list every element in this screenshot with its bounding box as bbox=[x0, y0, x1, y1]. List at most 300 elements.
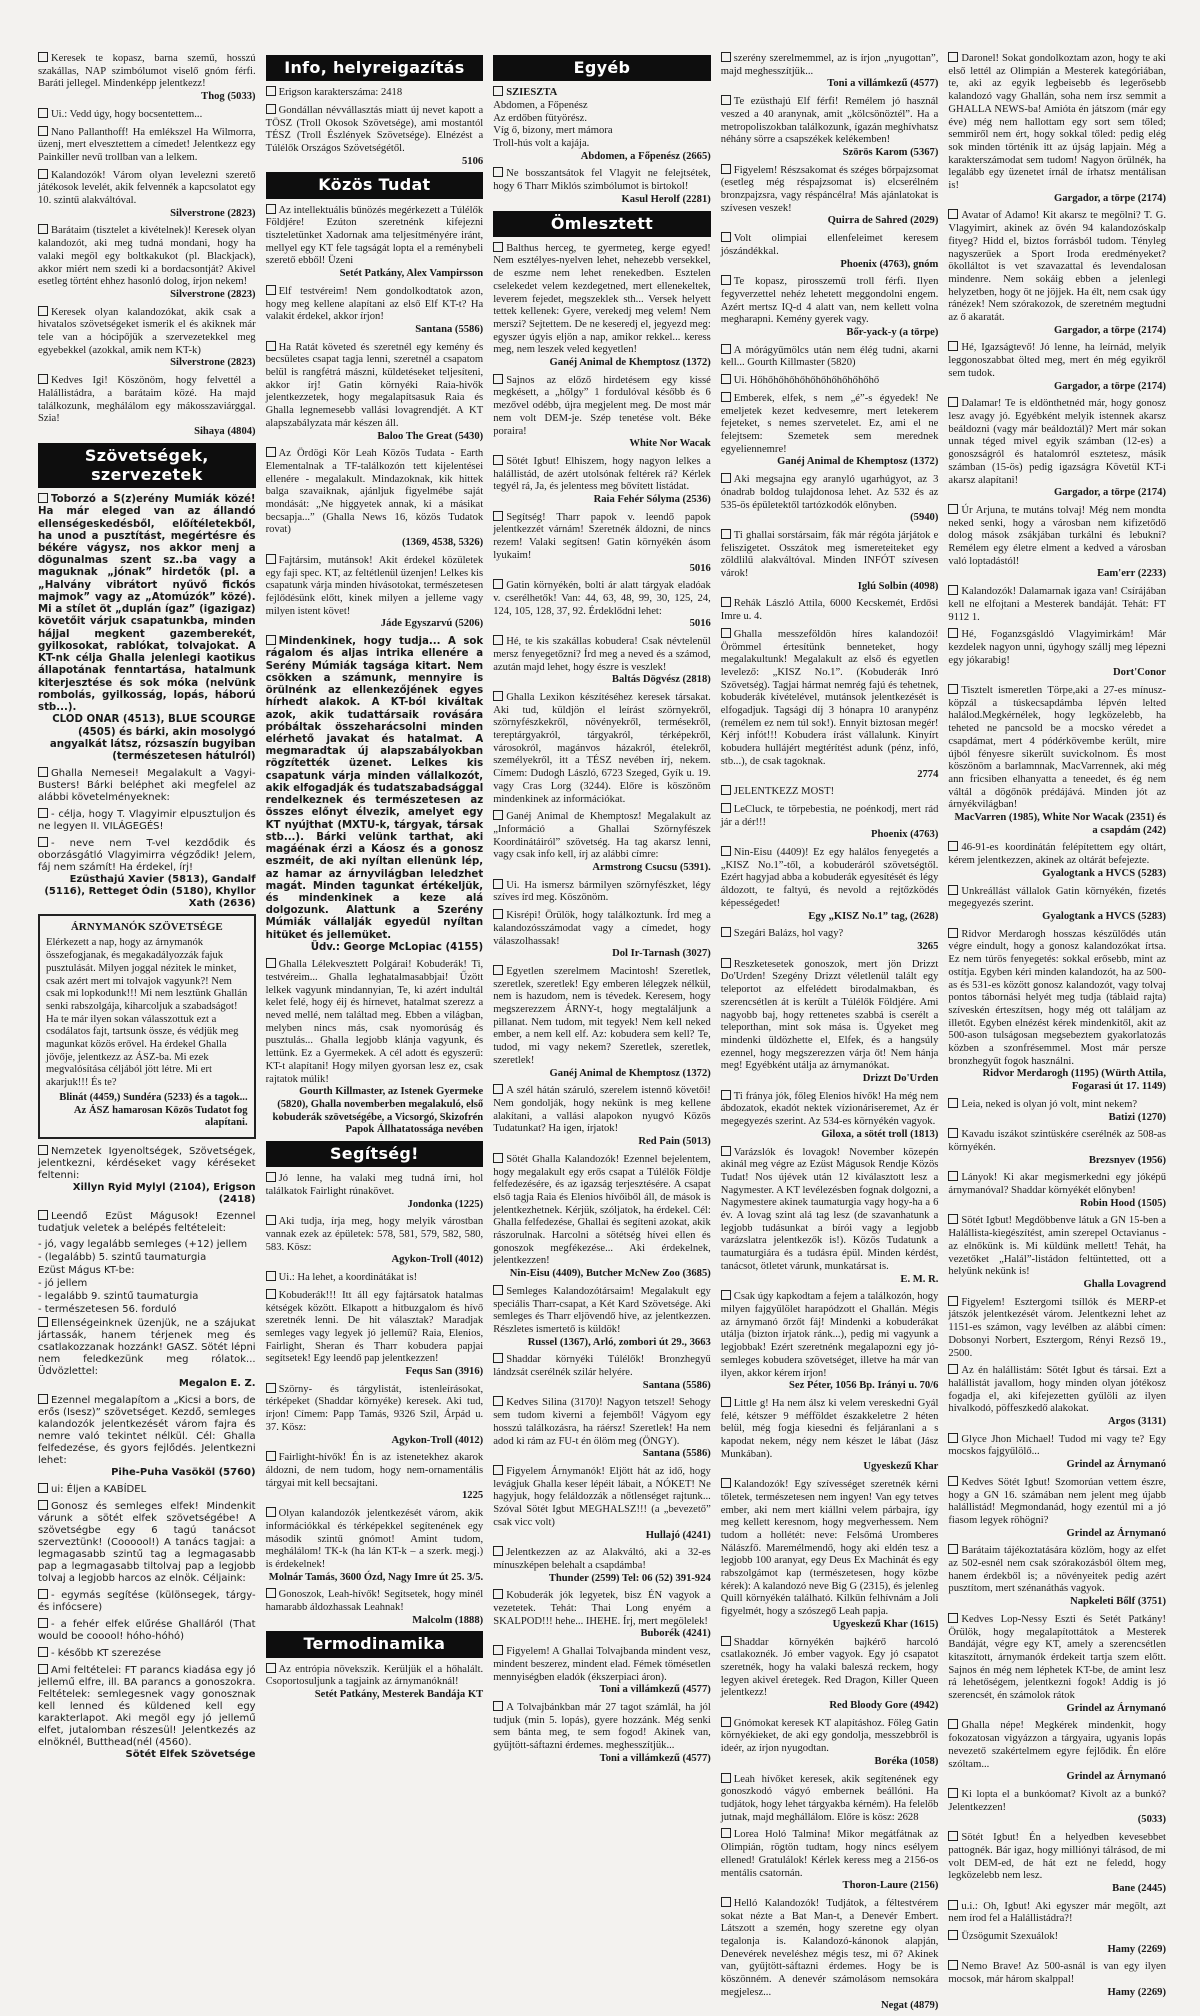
ad-signature: Drizzt Do'Urden bbox=[862, 1073, 939, 1085]
checkbox-icon bbox=[38, 1664, 48, 1674]
classified-ad bbox=[38, 1664, 256, 1761]
ad-signature: Sez Péter, 1056 Bp. Irányi u. 70/6 bbox=[789, 1380, 939, 1392]
classified-ad bbox=[948, 1214, 1166, 1291]
classified-ad bbox=[266, 1271, 484, 1285]
checkbox-icon bbox=[266, 635, 276, 645]
classified-ad bbox=[266, 635, 484, 954]
checkbox-icon bbox=[948, 341, 958, 351]
ad-text: Nin-Eisu (4409)! Ez egy halálos fenyegetés a „KISZ No.1”-től, a kobuderáról szövetségtől. Ezért hagyjad abba a kobuderák egyesítését és légy áldozott, te faltyú, és nevold a rejtőzködés képességedet! bbox=[720, 847, 939, 909]
checkbox-icon bbox=[493, 1396, 503, 1406]
ad-signature: 5016 bbox=[689, 562, 711, 574]
ad-text: Figyelem Árnymanók! Eljött hát az idő, hogy levágjuk Ghalla keser lépéit lábait, a NÓKET! Ne hagyjuk, hogy feláldozzák a nőtlenséget rajtunk... Szóval Sötét Igbut MEGHALSZ!!! (a „bevezető” csak vicc volt) bbox=[493, 1465, 711, 1528]
ad-text: Reszketesetek gonoszok, mert jön Drizzt Do'Urden! Szegény Drizzt véletlenül talált egy teleportot az elfelédett birodalmakban, és szerencsétlen át is került a Túlélők Földjére. Ami nagyobb baj, hogy rettenetes szabbá is cserélt a teleporthan, mint sok mása is. Ügyeket meg mindenki üldözhette el, Elfek, és a hangsúly ezennel, hogy megszerezzen várja őt! Nem hánja meg! Egyébként utálja az árnymanókat. bbox=[720, 958, 939, 1072]
ad-signature: Ridvor Merdarogh (1195) (Würth Attila, Fogarasi út 17. 1149) bbox=[982, 1068, 1166, 1093]
ad-signature: Napkeleti Bőlf (3751) bbox=[1070, 1596, 1166, 1608]
classified-ad bbox=[948, 885, 1166, 924]
ad-signature: Silverstrone (2823) bbox=[170, 357, 256, 369]
ad-signature: Setét Patkány, Mesterek Bandája KT bbox=[314, 1689, 484, 1701]
checkbox-icon bbox=[38, 1394, 48, 1404]
ad-signature: Bőr-yack-y (a törpe) bbox=[846, 327, 939, 339]
classified-ad bbox=[948, 1171, 1166, 1210]
poem-line: Az erdőben fütyörész. bbox=[493, 112, 588, 124]
checkbox-icon bbox=[38, 126, 48, 136]
checkbox-icon bbox=[948, 1476, 958, 1486]
ad-text: Ne bosszantsátok fel Vlagyit ne felejtsétek, hogy 6 Tharr Miklós szimbólumot is birtokol! bbox=[493, 168, 711, 193]
ad-text: Ti ghallai sorstársaim, fák már régóta járjátok e feliszigetet. Osszátok meg ismereteiteket egy zöldlilű alakváltóval. Minden INFÓT szívesen várok! bbox=[720, 529, 939, 580]
classified-ad bbox=[493, 1465, 711, 1542]
ad-signature: Iglú Solbin (4098) bbox=[857, 580, 939, 592]
ad-signature: MacVarren (1985), White Nor Wacak (2351) és a csapdám (242) bbox=[954, 812, 1166, 836]
section-heading: Közös Tudat bbox=[266, 172, 484, 198]
ad-text: Kalandozók! Dalamarnak igaza van! Csírájában kell ne elfojtani a Mesterek bandáját. Tehát: FT 9112 1. bbox=[948, 586, 1166, 623]
checkbox-icon bbox=[721, 628, 731, 638]
classified-ad bbox=[266, 1451, 484, 1503]
classified-ad bbox=[38, 306, 256, 371]
checkbox-icon bbox=[493, 242, 503, 252]
checkbox-icon bbox=[266, 1663, 276, 1673]
checkbox-icon bbox=[38, 52, 48, 62]
ad-signature: Agykon-Troll (4012) bbox=[391, 1434, 484, 1446]
ad-signature: Raia Fehér Sólyma (2536) bbox=[593, 494, 711, 506]
ad-signature: Negat (4879) bbox=[881, 1999, 939, 2011]
ad-text: Kedves Sötét Igbut! Szomorúan vettem észre, hogy a GN 16. számában nem jelent meg újabb halállistád! Megmondanád, hogy ezentúl mi a jó fiasom legyek röhögni? bbox=[948, 1476, 1166, 1526]
classified-ad bbox=[948, 1613, 1166, 1716]
checkbox-icon bbox=[493, 511, 503, 521]
classified-ad bbox=[948, 1960, 1166, 1999]
classified-ad bbox=[493, 374, 711, 451]
checkbox-icon bbox=[493, 1546, 503, 1556]
ad-text: Elf testvéreim! Nem gondolkodtatok azon, hogy meg kellene alapítani az első Elf KT-t? Ha valakit érdekel, akkor írjon! bbox=[265, 285, 484, 323]
ad-text: Little g! Ha nem álsz ki velem vereskedni Gyál felé, kétszer 9 méfföldet északkeletre 2 héten belül, még fogja kiesedni és feljáranlani a s kapodat nekem, négy nem készet le lábat (Jász Munkában). bbox=[720, 1397, 939, 1460]
checkbox-icon bbox=[38, 169, 48, 179]
ad-signature: Argos (3131) bbox=[1108, 1416, 1166, 1428]
classified-ad bbox=[721, 473, 939, 525]
classified-ad bbox=[721, 1828, 939, 1893]
ad-text: Az Ördögi Kör Leah Közös Tudata - Earth Elementalnak a TF-találkozón tett kijelentései ellenére - megalakult. Mindazoknak, kik hittek balga szavaiknak, ajánljuk figyelmébe saját mondását: „Ne higgyetek annak, ki a másikat becsapja...” (Ghalla News 16, közös Tudatok rovat) bbox=[265, 448, 484, 536]
classified-ad bbox=[38, 108, 256, 122]
ad-signature: Gargador, a törpe (2174) bbox=[1053, 380, 1166, 392]
ad-signature: Armstrong Csucsu (5391). bbox=[592, 862, 711, 874]
classified-ad bbox=[721, 1146, 939, 1287]
classified-ad bbox=[493, 965, 711, 1080]
checkbox-icon bbox=[721, 232, 731, 242]
ad-text: Daronel! Sokat gondolkoztam azon, hogy te aki első lettél az Olimpián a Mesterek kategóriában, te, aki az egyik legbeisebb és legerősebb kalandozó vagy Ghallán, soha nem írsz semmit a GHALLA NEWS-ba! Amióta én játszom (már egy éve) még nem hallottam egy sort sem tőled; semmiről nem ért, hogy sokkal tőled: pedig elég sok minden történik itt az újság lapjain. Még a karakterszámodat sem tudom! Nagyon örülnék, ha legalább egy üzenetet írnál de írhatsz mentálisan is! bbox=[948, 53, 1166, 192]
checkbox-icon bbox=[38, 1145, 48, 1155]
checkbox-icon bbox=[948, 1098, 958, 1108]
ad-signature: Baloo The Great (5430) bbox=[377, 430, 484, 442]
classified-ad bbox=[38, 1500, 256, 1585]
classified-ad bbox=[493, 810, 711, 875]
ad-text: Kalandozók! Egy szívességet szeretnék kérni tőletek, természetesen nem ingyen! Van egy tetves ember, aki nem mert kiállni velem párbajra, így meg kellett keresnom, hogy megverhessem. Nem tudom a hollétét: neve: Felsőmá Uromberes Nálászfő. Maremélmendő, hogy aki eldén tesz a legjobb 100 aranyat, egy Deus Ex Machinát és egy rabszolgámot kap (természetesen, hogy közbe kérek): A kalandozó neve Big G (2315), és jelenleg Quill környékén található. Kilkűn felhívnám a Joli figyelmét, hogy a szószegő Leah papja. bbox=[720, 1479, 939, 1618]
ad-text: Kavadu iszákot szintüskére cserélnék az 508-as környékén. bbox=[948, 1129, 1166, 1153]
classified-ad bbox=[38, 767, 256, 804]
classified-ad bbox=[948, 1128, 1166, 1167]
classified-ad bbox=[721, 1397, 939, 1474]
column-3 bbox=[493, 52, 711, 2016]
framed-notice bbox=[38, 914, 256, 1139]
ad-signature: Ugyeskezű Khar bbox=[863, 1461, 939, 1473]
checkbox-icon bbox=[948, 397, 958, 407]
ad-text: Ha Ratát követed és szeretnél egy kemény és becsületes csapat tagja lenni, szeretnél a csapatom belül is rangfétrá mászni, küldetéseket teljesíteni, akkor írj! Gatin környéki Raia-hivők jelentkezzetek, hogy megalapítsasuk Raia és Ghalla legnemesebb vallási lovagrendjét. A KT alapszabályzata már készen áll. bbox=[265, 341, 484, 429]
classified-ad bbox=[948, 504, 1166, 581]
classified-ad bbox=[266, 1663, 484, 1702]
ad-signature: Phoenix (4763) bbox=[871, 829, 939, 841]
classified-ad bbox=[493, 1396, 711, 1461]
ad-text: Erigson karakterszáma: 2418 bbox=[278, 87, 403, 99]
ad-signature: Ganéj Animal de Khemptosz (1372) bbox=[549, 357, 711, 369]
section-heading: Ömlesztett bbox=[493, 211, 711, 237]
ad-text: Tisztelt ismeretlen Törpe,aki a 27-es mínusz-köpzál a túskecsapdámba lépvén lelted halálod.Megkérnélek, hogy legközelebb, ha teheted ne pancsold be a mocsko véredet a csapdámat, mert 4 pódérkövembe került, mire újból fényesre sikerült suvickolnom. És most köszönöm a barlamnnak, MacVarrennek, aki még ann fricsiben elhanyatta a teneedet, és ég nem váltál a dögőnök prédájává. Minden jót az árnyékvilágban! bbox=[948, 685, 1166, 811]
ad-signature: Sihaya (4804) bbox=[194, 425, 256, 437]
ad-signature: Thoron-Laure (2156) bbox=[842, 1880, 939, 1892]
ad-text: Sötét Ghalla Kalandozók! Ezennel bejelentem, hogy megalakult egy erős csapat a Túlélők Földje felfedezésére, és az igazság terjesztésére. A csapat első tagja Raia és Elenios hívőiből áll, de mások is jelentkezhetnek. Kérjük, szóljatok, ha érdekel. Cél: Ghalla felfedezése, Ghallai és segíteni azokat, akik rászorulnak. Harcolni a sötétség hívei ellen és gonoszok megfékezése... Aki érdekelnek, jelentkezzen! bbox=[493, 1153, 711, 1267]
classified-ad bbox=[266, 341, 484, 444]
ad-signature: Quirra de Sahred (2029) bbox=[827, 215, 939, 227]
classified-ad bbox=[948, 1719, 1166, 1784]
checkbox-icon bbox=[948, 1296, 958, 1306]
ad-signature: Setét Patkány, Alex Vampirsson bbox=[339, 268, 484, 280]
checkbox-icon bbox=[266, 204, 276, 214]
ad-text: Üzsögumit Szexuálok! bbox=[961, 1931, 1059, 1943]
classified-ad bbox=[721, 1478, 939, 1631]
classified-ad bbox=[721, 1897, 939, 2012]
ad-text: Csak úgy kapkodtam a fejem a találkozón, hogy milyen fajgyűlölet harapódzott el Ghallán. Mégis az árnymanó őrzőt fáj! Mindenki a kobuderákat utálja (bizton írjatok ránk...), pedig mi vagyunk a legjobbak! Ezért szeretnénk megalapozni egy jó-semleges kobudera szövetséget, illetve ha már van ilyen, akkor kérem írjon! bbox=[720, 1291, 939, 1379]
poem-line: Troll-hús volt a kajája. bbox=[493, 138, 590, 149]
requirements-list bbox=[38, 1239, 256, 1316]
checkbox-icon bbox=[38, 493, 48, 503]
checkbox-icon bbox=[38, 1317, 48, 1327]
column-2 bbox=[266, 52, 484, 2016]
ad-text: Ghalla népe! Megkérek mindenkit, hogy fokozatosan vigyázzon a tárgyaira, ugyanis lopás nevezető szakértelmem egyre fejlődik. Én előre szóltam... bbox=[948, 1720, 1166, 1770]
classified-ad bbox=[266, 204, 484, 281]
checkbox-icon bbox=[493, 810, 503, 820]
ad-signature: Toni a villámkezű (4577) bbox=[599, 1684, 711, 1696]
classified-ad bbox=[38, 126, 256, 165]
classified-ad bbox=[266, 1289, 484, 1379]
classified-ad bbox=[493, 1285, 711, 1350]
notice-title: ÁRNYMANÓK SZÖVETSÉGE bbox=[70, 921, 223, 934]
ad-text: Ezennel megalapítom a „Kicsi a bors, de erős (Isesz)” szövetséget. Kezdő, semleges kalandozók jelentkezését várom fajra és nemre való tekintet nélkül. Cél: Ghalla felfedezése, és gyors fejlődés. Jelentkezni lehet: bbox=[38, 1394, 256, 1466]
classified-ad bbox=[266, 554, 484, 631]
ad-signature: Robin Hood (1505) bbox=[1080, 1197, 1166, 1209]
ad-text: Segítség! Tharr papok v. leendő papok jelentkezzét várnám! Szeretnék áldozni, de nincs rezem! Valaki segítsen! Gatin környékén ásom lyukaim! bbox=[493, 511, 711, 561]
classified-ad bbox=[38, 1647, 256, 1660]
ad-signature: (5033) bbox=[1137, 1814, 1166, 1826]
ad-signature: Buborék (4241) bbox=[640, 1628, 711, 1640]
ad-signature: Bane (2445) bbox=[1112, 1882, 1166, 1894]
ad-text: Toborzó a S(z)erény Mumiák közé! Ha már eleged van az állandó ellenségeskedésből, előítéletekből, ha unod a pusztítást, megértésre és békére vágysz, nos akkor menj a dögunalmas szent sz..ba vagy a maguknak „jónak” hirdetők (pl. a „Halvány vibrátort nyűvő fickós majmok” vagy az „Atomúzók” közé). Mi a stílet öt „duplán ígaz” (igazigaz) követőit várjuk csapatunkba, minden hájjal megkent gazemberekét, gyilkosokat, rablókat, tolvajokat. A KT-nk célja Ghalla jelenlegi kaotikus állapotának fenntartása, hatalmunk kiterjesztése és sok móka (nelvünk rombolás, gyilkosság, lopás, háború stb...). bbox=[38, 494, 256, 714]
ad-text: Fairlight-hívők! Én is az istenetekhez akarok áldozni, de nem tudom, hogy nem-ornamentális tárgyai mit kell becsajtani. bbox=[265, 1452, 484, 1489]
ad-signature: Nin-Eisu (4409), Butcher McNew Zoo (3685) bbox=[509, 1268, 711, 1280]
ad-text: - később KT szerezése bbox=[51, 1647, 162, 1659]
ad-text: - egymás segítése (különsegek, tárgy- és infócsere) bbox=[38, 1589, 256, 1613]
ad-text: Szörny- és tárgylistát, istenleírásokat, térképeket (Shaddar környéke) keresek. Aki tud, írjon! Címem: Papp Tamás, 9326 Szil, Árpád u. 37. Kösz: bbox=[265, 1383, 484, 1433]
classified-ad bbox=[493, 1153, 711, 1281]
classified-ad bbox=[721, 927, 939, 953]
classified-ad bbox=[721, 95, 939, 160]
classified-ad bbox=[721, 374, 939, 388]
checkbox-icon bbox=[266, 958, 276, 968]
ad-signature: Boréka (1058) bbox=[874, 1755, 939, 1767]
ad-text: LeCluck, te törpebestia, ne poénkodj, mert rád jár a dér!!! bbox=[720, 803, 939, 828]
classified-ad bbox=[493, 455, 711, 507]
ad-text: Ki lopta el a bunkóomat? Kivolt az a bunkó? Jelentkezzen! bbox=[948, 1789, 1166, 1813]
ad-text: Sötét Igbut! Elhiszem, hogy nagyon lelkes a halállistád, de azért utolsónak feltérek rá? Kérlek tegyél rá, Ja, és jelentess meg bővített listádat. bbox=[493, 455, 711, 493]
classified-ad bbox=[493, 691, 711, 806]
ad-text: Ganéj Animal de Khemptosz! Megalakult az „Információ a Ghallai Szörnyfészek Koordinátáiról” szövetség. Ha tag akarsz lenni, vagy csak info kell, írj az alábbi címre: bbox=[493, 811, 711, 861]
ad-text: Avatar of Adamo! Kit akarsz te megölni? T. G. Vlagyimirt, akinek az övén 94 kalandozóskalp fityeg? Hidd el, biztos forrásból tudom. Tényleg nagyszerűek a Sport Iroda eredményeket? ökolláltot is vet szavazattal és levendalosan mindenre. Nem sokáig ebben a jelenlegi helyzetben, hogy öt ne jöjjek. Ha élt, nem csak úgy ránézek! Nem szórakozok, de szeretném megtudni az ő akaratát. bbox=[948, 210, 1166, 324]
ad-text: Ridvor Merdarogh hosszas készülődés után végre eindult, hogy a gonosz kalandozókat írtsa. Ez nem túrös fenyegetés: sokkal erősebb, mint az ostítja. Egyben kéri minden kalandozót, ha az 500-as és 531-es között gonosz kalandozót, vagy tolvaj pontos tábornási helyét meg tudja (táblaid rajta) szíveskén érteszítsen, hogy még ott találjam az illetőt. Egyben elnézést kérek mindenkitől, akit az 500-ason tulságosan megsebeztem gyakorlatozás közben a szonfrésemmel. Most már persze bronzhegyűt fogok használni. bbox=[948, 928, 1166, 1067]
ad-signature: Gyalogtank a HVCS (5283) bbox=[1042, 867, 1166, 879]
column-4 bbox=[721, 52, 939, 2016]
list-item: - legalább 9. szintű taumaturgia bbox=[38, 1290, 199, 1302]
checkbox-icon bbox=[493, 374, 503, 384]
checkbox-icon bbox=[38, 306, 48, 316]
checkbox-icon bbox=[948, 1214, 958, 1224]
ad-text: Kobuderák jók legyetek, bisz ÉN vagyok a vezetetek. Tehát: Thai Long enyém a SKALPOD!!! hehe... IHEHE. Írj, mert megölelek! bbox=[493, 1590, 711, 1627]
classified-ad bbox=[948, 1433, 1166, 1472]
classified-ad bbox=[721, 803, 939, 842]
list-item: Ezüst Mágus KT-be: bbox=[38, 1264, 135, 1276]
ad-text: Barátaim (tisztelet a kivételnek)! Keresek olyan kalandozót, aki meg tudná mondani, hogy ha valaki megöl egy boltkakukot (pl. Blackjack), akkor miért nem szedi ki a bordacsontját? Akivel esetleg történt ehhez hasonló dolog, írjon nekem! bbox=[38, 225, 256, 288]
ad-signature: Giloxa, a sötét troll (1813) bbox=[821, 1128, 939, 1140]
ad-text: Gatin környékén, bolti ár alatt tárgyak eladóak v. cserélhetők! Van: 44, 63, 48, 99, 30, 125, 24, 124, 105, 128, 37, 92. Érdeklődni lehet: bbox=[493, 580, 711, 617]
ad-text: Kedves Silina (3170)! Nagyon tetszel! Sehogy sem tudom kiverni a fejemből! Vágyom egy hosszú találkozásra, ha ráérsz! Szeretlek! Ha nem adod ki rám az FU-t én ölöm meg (ÖNGY). bbox=[493, 1397, 711, 1447]
ad-signature: Red Pain (5013) bbox=[638, 1136, 711, 1148]
checkbox-icon bbox=[38, 1500, 48, 1510]
ad-signature: Ezüsthajú Xavier (5813), Gandalf (5116), Retteget Ódin (5180), Khyllor Xath (2636) bbox=[44, 874, 256, 910]
ad-text: Glyce Jhon Michael! Tudod mi vagy te? Egy mocskos fajgyűlölő... bbox=[948, 1433, 1166, 1458]
ad-text: Ami feltételei: FT parancs kiadása egy jó jellemű elfre, ill. BA parancs a gonoszokra. Feltételek: semlegesnek vagy gonosznak kell lenned és küldened kell egy karakterlapot. Aki megöl egy jó jellemű elfet, jutalomban részesül! Jelentkezés az elnöknél, Butthead(nél (4560). bbox=[38, 1664, 256, 1748]
ad-signature: Red Bloody Gore (4942) bbox=[829, 1700, 939, 1712]
checkbox-icon bbox=[493, 879, 503, 889]
ad-signature: Gargador, a törpe (2174) bbox=[1053, 324, 1166, 336]
classified-ad bbox=[948, 684, 1166, 837]
ad-text: u.i.: Oh, Igbut! Aki egyszer már megölt, azt nem írod fel a Halállistádra?! bbox=[948, 1900, 1166, 1925]
ad-signature: Sötét Elfek Szövetsége bbox=[125, 1748, 256, 1760]
classified-ad bbox=[721, 1090, 939, 1142]
ad-text: Sötét Igbut! Megdöbbenve látuk a GN 15-ben a Halállista-kiegészítést, amin szerepel Octavianus - az elnőkünk is. Mi küldünk mellett! Tehát, ha vezetőket „Halál”-listádon feltüntetted, ott a helyünk nekünk is! bbox=[948, 1215, 1166, 1278]
ad-text: Ghalla Lexikon készítéséhez keresek társakat. Aki tud, küldjön el leírást szörnyekről, szörnyfészkekről, növényekről, termésekről, tereptárgyakról, tárgyakról, térképekről, városokról, magánvos házakról, ételekről, személyekről, itt a TÉSZ nevében írj, nekem. Címem: Dudogh László, 6723 Szeged, Gyík u. 19. vagy Cras Lorg (3244). Előre is köszönöm mindenkinek az információkat. bbox=[493, 691, 711, 805]
ad-signature: Grindel az Árnymanó bbox=[1066, 1459, 1166, 1471]
checkbox-icon bbox=[38, 374, 48, 384]
ad-signature: Batizi (1270) bbox=[1108, 1111, 1166, 1123]
ad-text: Egyetlen szerelmem Macintosh! Szeretlek, szeretlek, szeretlek! Egy emberen lélegzek nélkül, nem is hazudom, nem is tévedek. Keresem, hogy megszerezzem ÁRNY-t, hogy megtaláljunk a pillanat. Nem tudom, mit tegyek! Nem kell neked ember, a nem kell elf. Az: kobudera sem kell? Te, tudod, mi vagy nekem? Szeretlek, szeretlek, szeretlek! bbox=[493, 965, 711, 1066]
ad-signature: Abdomen, a Főpenész (2665) bbox=[580, 150, 711, 162]
ad-signature: Gyalogtank a HVCS (5283) bbox=[1042, 911, 1166, 922]
classified-ad bbox=[493, 879, 711, 905]
classified-ad bbox=[38, 837, 256, 910]
ad-text: A szél hátán száruló, szerelem istennő követői! Nem gondolják, hogy nekünk is meg kellene alakítani, a vallási alapokon nyugvó Közös Tudatunkat? Ha igen, írjatok! bbox=[493, 1085, 711, 1135]
ad-signature: Toni a villámkezű (4577) bbox=[599, 1752, 711, 1764]
ad-signature: Hullajó (4241) bbox=[645, 1529, 711, 1541]
ad-signature: 5016 bbox=[689, 618, 711, 630]
checkbox-icon bbox=[38, 1589, 48, 1599]
checkbox-icon bbox=[948, 1960, 958, 1970]
ad-signature: Ganéj Animal de Khemptosz (1372) bbox=[549, 1067, 711, 1079]
classified-ad bbox=[948, 1476, 1166, 1541]
ad-text: Szegári Balázs, hol vagy? bbox=[733, 928, 844, 940]
checkbox-icon bbox=[721, 374, 731, 384]
ad-signature: Santana (5586) bbox=[642, 1448, 711, 1460]
ad-signature: Baltás Dögvész (2818) bbox=[611, 674, 711, 686]
ad-text: Fajtársim, mutánsok! Akit érdekel közületek egy faji spec. KT, az feltétlenül üzenjen! Lelkes kis csapatunk várja minden hívásotokat, természetesen fejlődésünk előtt, kinek milyen a jelleme vagy milyen istent követ! bbox=[265, 554, 484, 617]
classified-ad bbox=[948, 341, 1166, 393]
checkbox-icon bbox=[721, 392, 731, 402]
ad-text: Nano Pallanthoff! Ha emlékszel Ha Wilmorra, üzenj, mert elvesztettem a címedet! Jelentkezz egy Painkiller nevű trollban van a lelkem. bbox=[38, 126, 256, 163]
checkbox-icon bbox=[266, 285, 276, 295]
classified-ad bbox=[721, 275, 939, 340]
ad-signature: Jáde Egyszarvú (5206) bbox=[380, 618, 484, 630]
ad-text: Nemzetek Igyenoltségek, Szövetségek, jelentkezni, kérdéseket vagy kéréseket feltenni: bbox=[38, 1145, 256, 1181]
ad-text: Leendő Ezüst Mágusok! Ezennel tudatjuk veletek a belépés feltételeit: bbox=[38, 1210, 256, 1234]
classified-ad bbox=[948, 585, 1166, 624]
ad-signature: White Nor Wacak bbox=[629, 438, 711, 450]
ad-signature: Hamy (2269) bbox=[1107, 1986, 1166, 1998]
ad-text: Unkreállást vállalok Gatin környékén, fizetés megegyezés szerint. bbox=[948, 885, 1166, 910]
ad-text: Leia, neked is olyan jó volt, mint nekem? bbox=[961, 1098, 1138, 1110]
ad-signature: Grindel az Árnymanó bbox=[1066, 1702, 1166, 1714]
classified-ad bbox=[721, 1717, 939, 1769]
classified-ad bbox=[721, 232, 939, 271]
checkbox-icon bbox=[493, 1285, 503, 1295]
checkbox-icon bbox=[948, 1788, 958, 1798]
section-heading: Egyéb bbox=[493, 55, 711, 81]
ad-text: Kisrépi! Örülök, hogy találkoztunk. Írd meg a kalandozósszámodat vagy a címedet, hogy válaszolhassak! bbox=[493, 910, 711, 947]
ad-text: Gonosz és semleges elfek! Mindenkit várunk a sötét elfek szövetségébe! A szövetségbe egy 6 tagú tanácsot szerveztünk! (Coooool!) A tanács tagjai: a legmagasabb szintű tag a legmagasabb pap a legmagasabb tiltolvaj pap a legjobb tolvaj a legjobb harcos az elnök. Céljaink: bbox=[38, 1500, 256, 1584]
classified-ad bbox=[38, 1589, 256, 1614]
classified-ad bbox=[38, 1317, 256, 1390]
classified-ad bbox=[38, 52, 256, 104]
checkbox-icon bbox=[721, 52, 731, 62]
classified-ad bbox=[493, 1546, 711, 1585]
list-item: - jó jellem bbox=[38, 1277, 88, 1289]
checkbox-icon bbox=[721, 164, 731, 174]
ad-text: Ghalla Nemesei! Megalakult a Vagyi-Busters! Bárki beléphet aki megfelel az alábbi követelményeknek: bbox=[38, 768, 256, 804]
checkbox-icon bbox=[948, 1128, 958, 1138]
checkbox-icon bbox=[721, 1290, 731, 1300]
ad-signature: Russel (1367), Arló, zombori út 29., 3663 bbox=[527, 1336, 711, 1348]
checkbox-icon bbox=[948, 1433, 958, 1443]
ad-signature: Ugyeskezű Khar (1615) bbox=[832, 1618, 939, 1630]
checkbox-icon bbox=[948, 1900, 958, 1910]
classified-ad bbox=[948, 1831, 1166, 1896]
classified-ad bbox=[493, 909, 711, 961]
ad-text: Figyelem! Esztergomi tsíllók és MERP-et játszók jelentkezését várom. Jelentkezni lehet az 1151-es számon, vagy levélben az alábbi címen: Dobsonyi Norbert, Esztergom, Rényi Rezső 19., 2500. bbox=[948, 1296, 1166, 1359]
ad-signature: Molnár Tamás, 3600 Ózd, Nagy Imre út 25. 3/5. bbox=[268, 1571, 484, 1583]
ad-text: Aki megsajna egy aranyló ugarhúgyot, az 3 ónadrab boldog tulajdonosa lehet. Az 532 és az 535-ös épületektől tartózkodók előnyben. bbox=[720, 474, 939, 511]
checkbox-icon bbox=[721, 958, 731, 968]
ad-text: Hé, Igazságtevő! Jó lenne, ha leírnád, melyik leggonoszabbat ölted meg, mert én még egyikről sem tudok. bbox=[948, 342, 1166, 379]
checkbox-icon bbox=[721, 803, 731, 813]
classified-ad bbox=[38, 1394, 256, 1479]
ad-text: Nemo Brave! Az 500-asnál is van egy ilyen mocsok, már három skalppal! bbox=[948, 1961, 1166, 1986]
section-heading: Info, helyreigazítás bbox=[266, 55, 484, 81]
ad-text: Olyan kalandozók jelentkezését várom, akik információkkal és térképekkel segítenének egy második szintű gnómot! Amint tudom, meghálálom! TK-k (ha lán KT-k – a szerk. megj.) is érdekelnek! bbox=[265, 1508, 484, 1570]
ad-signature: Ghalla Lovagrend bbox=[1083, 1278, 1166, 1290]
checkbox-icon bbox=[948, 1171, 958, 1181]
ad-signature: Megalon E. Z. bbox=[178, 1377, 256, 1389]
checkbox-icon bbox=[721, 1897, 731, 1907]
checkbox-icon bbox=[721, 1146, 731, 1156]
checkbox-icon bbox=[721, 275, 731, 285]
ad-signature: Brezsnyev (1956) bbox=[1088, 1154, 1166, 1166]
ad-text: JELENTKEZZ MOST! bbox=[733, 786, 835, 798]
ad-signature: Santana (5586) bbox=[642, 1379, 711, 1391]
classified-ad bbox=[721, 628, 939, 781]
ad-text: Barátaim tájékoztatására közlöm, hogy az elfet az 502-esnél nem csak szórakozásból öltem meg, hanem érdekből is; a növényeitek pedig azért pusztítom, mert szénanáthás vagyok. bbox=[948, 1545, 1166, 1595]
ad-text: Keresek olyan kalandozókat, akik csak a hivatalos szövetségeket ismerik el és akiknek már tele van a hócipőjük a szervezetekkel meg egyebekkel (azokkal, amik nem KT-k) bbox=[38, 306, 256, 356]
ad-signature: Jondonka (1225) bbox=[407, 1198, 484, 1210]
ad-signature: E. M. R. bbox=[900, 1273, 939, 1285]
checkbox-icon bbox=[266, 104, 276, 114]
ad-signature: Dol Ir-Tarnash (3027) bbox=[612, 948, 711, 960]
checkbox-icon bbox=[948, 1613, 958, 1623]
checkbox-icon bbox=[38, 767, 48, 777]
checkbox-icon bbox=[721, 473, 731, 483]
classified-ad bbox=[266, 1172, 484, 1211]
classified-ad bbox=[493, 1645, 711, 1697]
notice-text: Elérkezett a nap, hogy az árnymanók összefogjanak, és megakadályozzák fajuk pusztulását. Milyen joggal nézitek le minket, csak azért mert mi tolvajok vagyunk?! Nem csak mi lopkodunk!!! Mi nem lesztünk Ghallán senki rabszolgája, kiharcoljuk a szabadságot! Ha te már ilyen sokan válasszottuk ezt a csodálatos fajt, tartsunk össze, és védjük meg magunkat közös erővel. Ha érdekel Ghalla jövője, jelentkezz az ÁSZ-ba. Mi ezek megvalósítása céljából jött létre. Mi ert akarjuk!!! És te? bbox=[46, 937, 248, 1089]
classified-ad bbox=[38, 1618, 256, 1643]
checkbox-icon bbox=[721, 1773, 731, 1783]
classified-ad bbox=[493, 1353, 711, 1392]
checkbox-icon bbox=[948, 1544, 958, 1554]
checkbox-icon bbox=[948, 209, 958, 219]
classified-ad bbox=[266, 958, 484, 1137]
checkbox-icon bbox=[721, 344, 731, 354]
classified-ad bbox=[948, 1364, 1166, 1429]
ad-signature: Gargador, a törpe (2174) bbox=[1053, 487, 1166, 499]
ad-text: Kobuderák!!! Itt áll egy fajtársatok hatalmas kétségek között. Elkapott a hitbuzgalom és hívő szeretnék lenni. De hit választak? Maradjak semleges vagy legyek jó jellemű? Raia, Elenios, Fairlight, Sheran és Tharr kobudera papjai segítsetek! Egy leendő pap jelentkezzen! bbox=[265, 1289, 484, 1365]
classified-ad bbox=[948, 1296, 1166, 1361]
classified-ad bbox=[493, 1701, 711, 1766]
ad-text: - neve nem T-vel kezdődik és oborzásgátló Vlagyimirra végződik! Jelem, fáj nem számít! Ha érdekel, írj! bbox=[38, 838, 256, 874]
checkbox-icon bbox=[721, 1636, 731, 1646]
classified-ad bbox=[266, 285, 484, 337]
ad-text: Volt olimpiai ellenfeleimet keresem jószándékkal. bbox=[720, 233, 939, 257]
checkbox-icon bbox=[948, 1831, 958, 1841]
classified-ad bbox=[948, 52, 1166, 205]
checkbox-icon bbox=[948, 928, 958, 938]
classified-ad bbox=[493, 1589, 711, 1641]
classified-ad bbox=[38, 493, 256, 763]
classified-ad bbox=[948, 209, 1166, 337]
ad-signature: Eam'err (2233) bbox=[1097, 568, 1166, 580]
notice-signature: Blinát (4459,) Sundéra (5233) és a tagok... Az ÁSZ hamarosan Közös Tudatot fog alapítani. bbox=[59, 1091, 248, 1129]
checkbox-icon bbox=[38, 837, 48, 847]
ad-text: Ui. Hőhőhőhőhőhőhőhőhőhőhőhő bbox=[733, 375, 880, 387]
classified-ad bbox=[266, 86, 484, 100]
ad-signature: Grindel az Árnymanó bbox=[1066, 1771, 1166, 1783]
ad-signature: Thog (5033) bbox=[201, 91, 256, 103]
ad-text: Semleges Kalandozótársaim! Megalakult egy speciális Tharr-csapat, a Két Kard Szövetsége. Aki semleges és Tharr eljövendő híve, az jelentkezzen. Részletes ismertető is küldök! bbox=[493, 1285, 711, 1335]
ad-signature: Thunder (2599) Tel: 06 (52) 391-924 bbox=[548, 1572, 711, 1584]
ad-signature: Xillyn Ryid Mylyl (2104), Erigson (2418) bbox=[72, 1181, 256, 1205]
checkbox-icon bbox=[266, 1588, 276, 1598]
checkbox-icon bbox=[721, 927, 731, 937]
checkbox-icon bbox=[493, 1153, 503, 1163]
ad-text: Ui.: Vedd úgy, hogy bocsentettem... bbox=[51, 108, 203, 120]
ad-text: A mórágyűmölcs után nem élég tudni, akarni kell... Gourth Killmaster (5820) bbox=[720, 344, 939, 369]
checkbox-icon bbox=[38, 1210, 48, 1220]
checkbox-icon bbox=[266, 86, 276, 96]
ad-text: Gondállan névvállasztás miatt új nevet kapott a TÖSZ (Troll Okosok Szövetsége), ami mostantól TÉSZ (Troll Észlények Szövetsége). Elnézést a Túlélők Országos Szövetségétől. bbox=[265, 104, 484, 154]
checkbox-icon bbox=[493, 167, 503, 177]
checkbox-icon bbox=[721, 1717, 731, 1727]
classified-ad bbox=[493, 511, 711, 576]
checkbox-icon bbox=[948, 885, 958, 895]
